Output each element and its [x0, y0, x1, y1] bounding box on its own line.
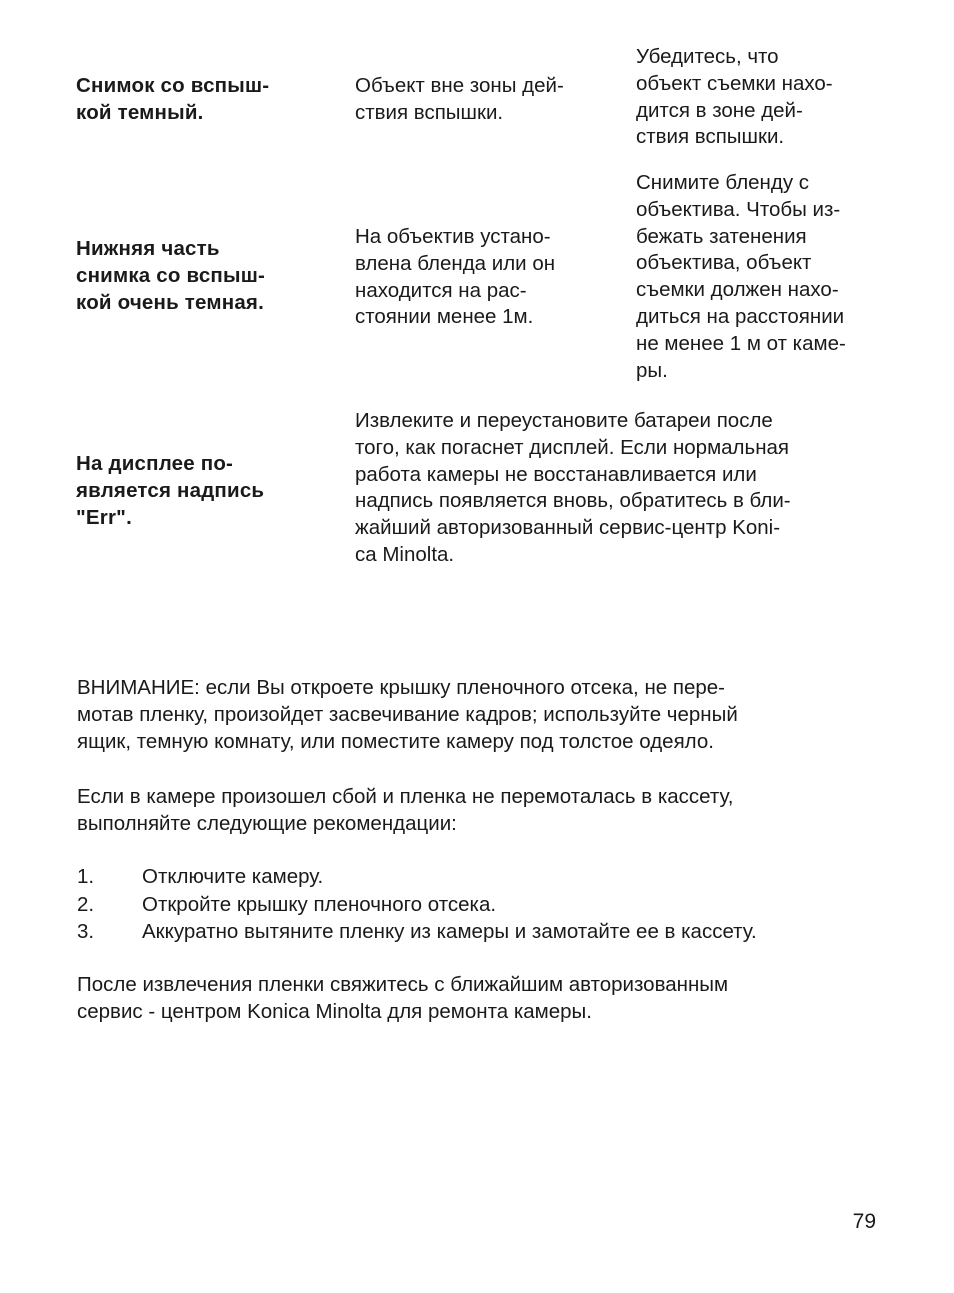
- step-text: Аккуратно вытяните пленку из камеры и замотайте ее в кассету.: [142, 920, 757, 943]
- page-number: 79: [852, 1210, 876, 1233]
- problem-bottom-dark: Нижняя часть снимка со вспыш- кой очень темная.: [76, 237, 266, 314]
- solution-err-display: Извлеките и переустановите батареи после того, как погаснет дисплей. Если нормальная работа камеры не восстанавливается или надпись появляется вновь, обратитесь в бли- жайший авторизованный сервис-центр Koni- ca Minolta.: [355, 409, 791, 566]
- step-number: 3.: [77, 920, 95, 943]
- failure-intro-paragraph: Если в камере произошел сбой и пленка не перемоталась в кассету, выполняйте следующие рекомендации:: [77, 785, 734, 835]
- step-item: [77, 918, 877, 945]
- step-item: [77, 891, 877, 918]
- problem-err-display: На дисплее по- является надпись "Err".: [76, 452, 265, 529]
- cause-flash-range: Объект вне зоны дей- ствия вспышки.: [355, 74, 564, 124]
- step-text: Отключите камеру.: [142, 865, 324, 888]
- step-number: 2.: [77, 893, 95, 916]
- remedy-lens-hood: Снимите бленду с объектива. Чтобы из- бежать затенения объектива, объект съемки должен нахо- диться на расстоянии не менее 1 м от каме- ры.: [636, 171, 846, 382]
- remedy-flash-range: Убедитесь, что объект съемки нахо- дится в зоне дей- ствия вспышки.: [636, 45, 833, 149]
- problem-flash-dark: Снимок со вспыш- кой темный.: [76, 74, 270, 124]
- step-item: [77, 863, 877, 890]
- cause-lens-hood: На объектив устано- влена бленда или он находится на рас- стоянии менее 1м.: [355, 225, 556, 329]
- service-center-paragraph: После извлечения пленки свяжитесь с ближайшим авторизованным сервис - центром Konica Minolta для ремонта камеры.: [77, 973, 729, 1023]
- step-number: 1.: [77, 865, 95, 888]
- step-text: Откройте крышку пленочного отсека.: [142, 893, 497, 916]
- warning-paragraph: ВНИМАНИЕ: если Вы откроете крышку пленочного отсека, не пере- мотав пленку, произойдет засвечивание кадров; используйте черный ящик, темную комнату, или поместите камеру под толстое одеяло.: [77, 676, 738, 753]
